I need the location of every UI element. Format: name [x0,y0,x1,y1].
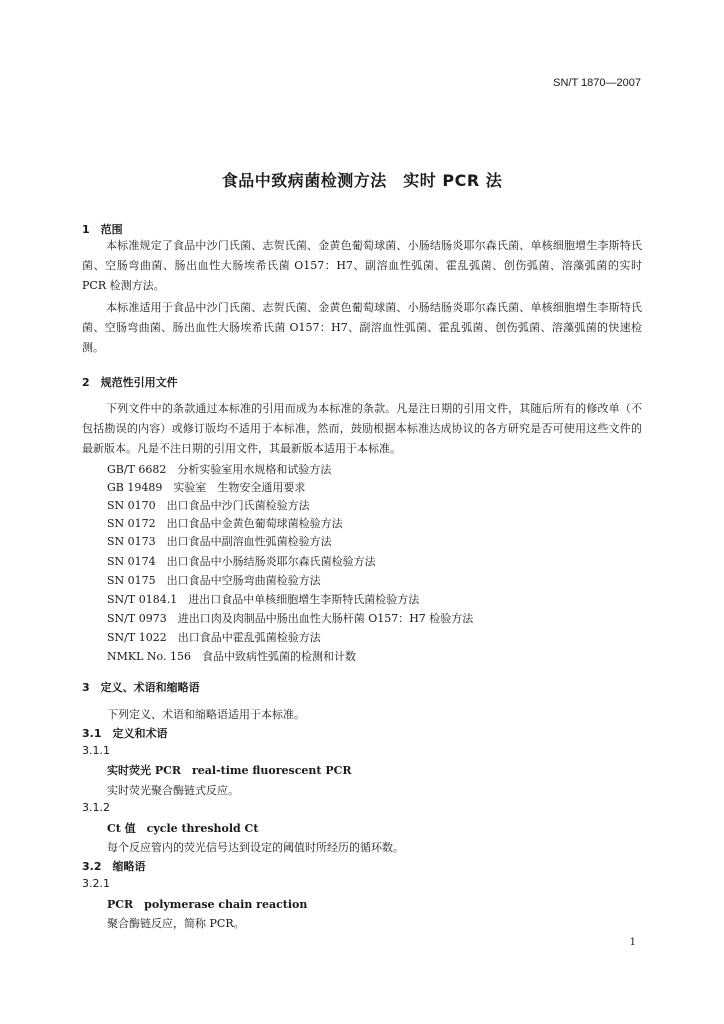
page-title: 食品中致病菌检测方法 实时 PCR 法 [221,171,503,190]
section-1-heading: 1 范围 [82,223,123,236]
reference-item: SN 0170 出口食品中沙门氏菌检验方法 [107,499,310,512]
reference-item: GB 19489 实验室 生物安全通用要求 [107,481,306,494]
section-1-paragraph-1: 本标准规定了食品中沙门氏菌、志贺氏菌、金黄色葡萄球菌、小肠结肠炎耶尔森氏菌、单核细胞增生李斯特氏菌、空肠弯曲菌、肠出血性大肠埃希氏菌 O157：H7、副溶血性弧菌、霍乱弧菌、创伤弧菌、溶藻弧菌的实时 PCR 检测方法。 [82,239,642,292]
page-number: 1 [629,937,636,948]
reference-item: SN 0172 出口食品中金黄色葡萄球菌检验方法 [107,517,343,530]
reference-item: NMKL No. 156 食品中致病性弧菌的检测和计数 [107,650,356,663]
reference-item: GB/T 6682 分析实验室用水规格和试验方法 [107,463,332,476]
term-realtime-pcr: 实时荧光 PCR real-time fluorescent PCR [107,764,352,777]
clause-3-2-1: 3.2.1 [82,877,110,890]
reference-item: SN 0173 出口食品中副溶血性弧菌检验方法 [107,535,332,548]
clause-3-1-2: 3.1.2 [82,801,110,814]
section-3-heading: 3 定义、术语和缩略语 [82,681,200,694]
reference-item: SN 0175 出口食品中空肠弯曲菌检验方法 [107,574,321,587]
section-3-paragraph: 下列定义、术语和缩略语适用于本标准。 [107,708,305,721]
definition-realtime-pcr: 实时荧光聚合酶链式反应。 [107,784,239,797]
standard-code: SN/T 1870—2007 [553,77,641,89]
term-ct-value: Ct 值 cycle threshold Ct [107,822,259,835]
definition-ct-value: 每个反应管内的荧光信号达到设定的阈值时所经历的循环数。 [107,841,404,854]
definition-pcr: 聚合酶链反应，简称 PCR。 [107,917,245,930]
section-2-paragraph: 下列文件中的条款通过本标准的引用而成为本标准的条款。凡是注日期的引用文件，其随后所有的修改单（不包括勘误的内容）或修订版均不适用于本标准，然而，鼓励根据本标准达成协议的各方研究是否可使用这些文件的最新版本。凡是不注日期的引用文件，其最新版本适用于本标准。 [82,402,642,455]
section-3-2-heading: 3.2 缩略语 [82,860,146,873]
section-2-heading: 2 规范性引用文件 [82,376,178,389]
reference-item: SN/T 1022 出口食品中霍乱弧菌检验方法 [107,631,321,644]
section-1-paragraph-2: 本标准适用于食品中沙门氏菌、志贺氏菌、金黄色葡萄球菌、小肠结肠炎耶尔森氏菌、单核细胞增生李斯特氏菌、空肠弯曲菌、肠出血性大肠埃希氏菌 O157：H7、副溶血性弧菌、霍乱弧菌、创伤弧菌、溶藻弧菌的快速检测。 [82,301,642,354]
clause-3-1-1: 3.1.1 [82,744,110,757]
reference-item: SN/T 0973 进出口肉及肉制品中肠出血性大肠杆菌 O157：H7 检验方法 [107,612,474,625]
section-3-1-heading: 3.1 定义和术语 [82,727,168,740]
term-pcr: PCR polymerase chain reaction [107,898,308,911]
reference-item: SN 0174 出口食品中小肠结肠炎耶尔森氏菌检验方法 [107,555,376,568]
reference-item: SN/T 0184.1 进出口食品中单核细胞增生李斯特氏菌检验方法 [107,593,420,606]
